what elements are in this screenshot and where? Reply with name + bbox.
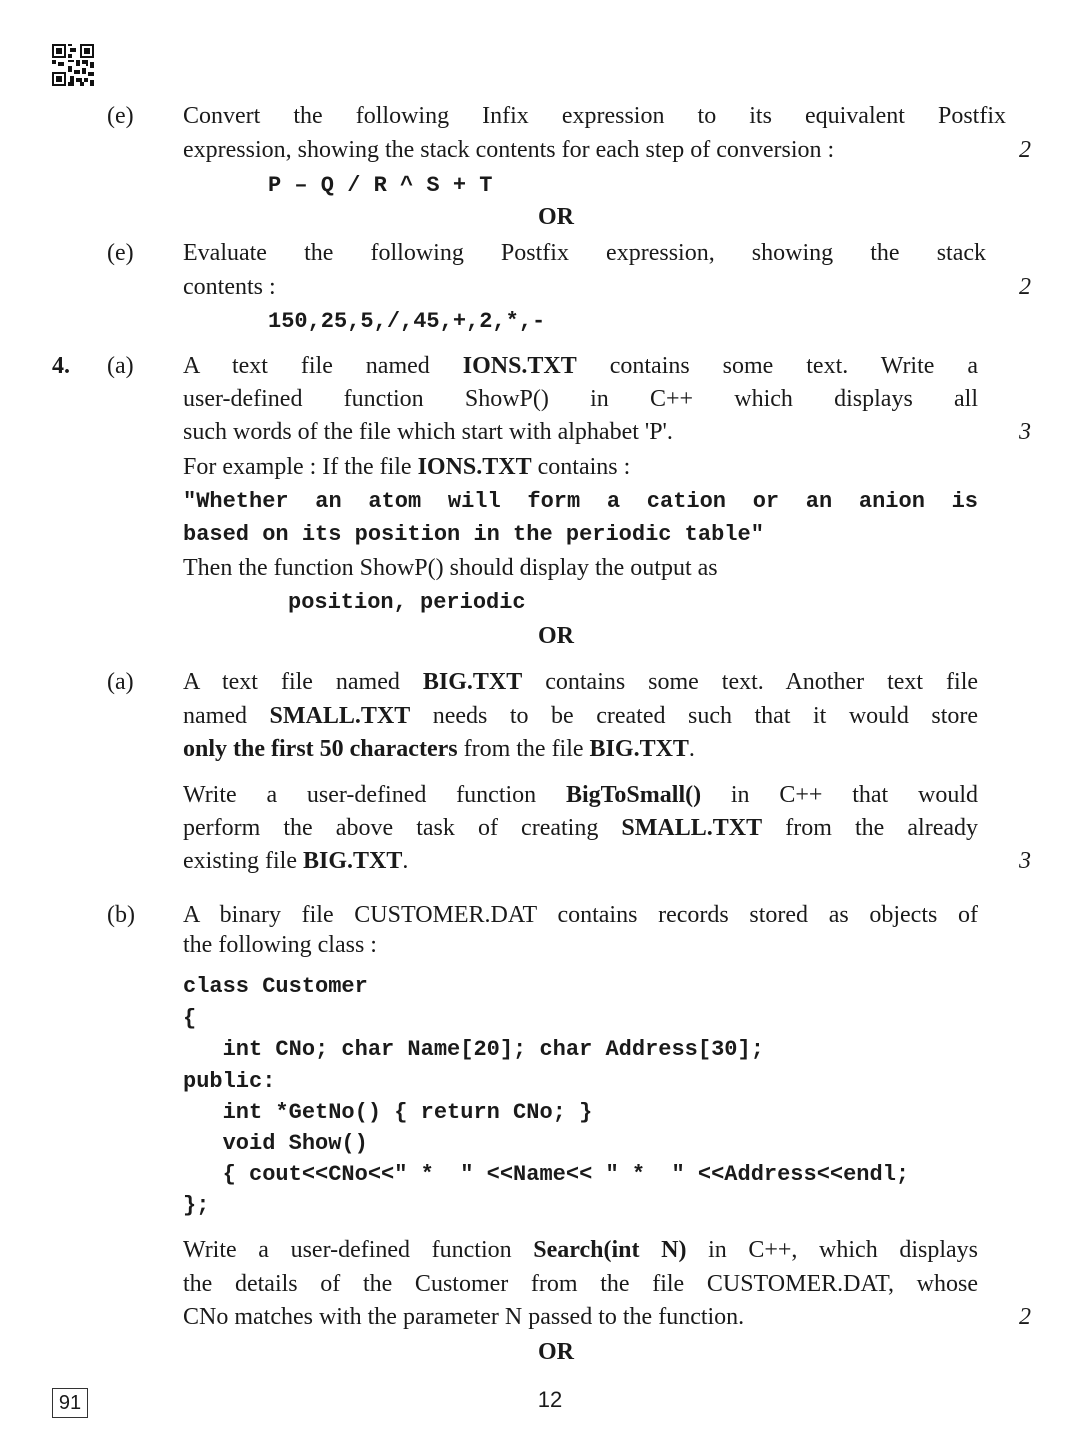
code-line: { cout<<CNo<<" * " <<Name<< " * " <<Address<<endl; (183, 1162, 910, 1187)
question-text-line: expression, showing the stack contents for each step of conversion : (183, 137, 835, 163)
page-number: 12 (537, 1387, 563, 1412)
question-text-line: only the first 50 characters from the file BIG.TXT. (183, 736, 695, 762)
question-label: (a) (107, 353, 134, 379)
question-label: (b) (107, 902, 135, 928)
question-text-line: Write a user-defined function Search(int N) in C++, which displays (183, 1237, 978, 1263)
question-text-line: perform the above task of creating SMALL.TXT from the already (183, 815, 978, 841)
question-text-line: the following class : (183, 932, 377, 958)
question-number: 4. (52, 353, 70, 379)
question-text-line: existing file BIG.TXT. (183, 848, 409, 874)
code-line: int *GetNo() { return CNo; } (183, 1100, 593, 1125)
code-line: public: (183, 1069, 276, 1094)
code-line: }; (183, 1193, 210, 1218)
question-text-line: named SMALL.TXT needs to be created such that it would store (183, 703, 979, 729)
example-quote-line: "Whether an atom will form a cation or an anion is (183, 489, 978, 514)
question-text-line: A binary file CUSTOMER.DAT contains records stored as objects of (183, 902, 978, 928)
qr-code-icon (52, 44, 94, 86)
postfix-expression: 150,25,5,/,45,+,2,*,- (268, 309, 546, 334)
question-text-line: A text file named BIG.TXT contains some text. Another text file (183, 669, 979, 695)
question-text-line: A text file named IONS.TXT contains some text. Write a (183, 353, 979, 379)
question-text-line: Write a user-defined function BigToSmall() in C++ that would (183, 782, 979, 808)
question-label: (e) (107, 240, 134, 266)
code-line: int CNo; char Name[20]; char Address[30]; (183, 1037, 764, 1062)
question-text-line: the details of the Customer from the file CUSTOMER.DAT, whose (183, 1271, 978, 1297)
question-text-line: such words of the file which start with alphabet 'P'. (183, 419, 673, 445)
expected-output: position, periodic (288, 590, 526, 615)
question-text-line: Convert the following Infix expression to its equivalent Postfix (183, 103, 1006, 129)
question-text-line: CNo matches with the parameter N passed to the function. (183, 1304, 745, 1330)
marks: 2 (1019, 1304, 1031, 1330)
marks: 3 (1019, 419, 1031, 445)
example-quote-line: based on its position in the periodic table" (183, 522, 764, 547)
code-line: { (183, 1006, 197, 1031)
marks: 2 (1019, 137, 1031, 163)
question-text-line: Then the function ShowP() should display the output as (183, 555, 718, 581)
code-line: void Show() (183, 1131, 368, 1156)
paper-code-box: 91 (52, 1388, 88, 1418)
code-line: class Customer (183, 974, 368, 999)
infix-expression: P – Q / R ^ S + T (268, 173, 493, 198)
question-text-line: Evaluate the following Postfix expression, showing the stack (183, 240, 986, 266)
or-separator: OR (538, 204, 574, 230)
question-text-line: user-defined function ShowP() in C++ which displays all (183, 386, 978, 412)
question-text-line: contents : (183, 274, 276, 300)
question-label: (a) (107, 669, 134, 695)
marks: 2 (1019, 274, 1031, 300)
question-label: (e) (107, 103, 134, 129)
example-line: For example : If the file IONS.TXT contains : (183, 454, 631, 480)
marks: 3 (1019, 848, 1031, 874)
or-separator: OR (538, 1339, 574, 1365)
or-separator: OR (538, 623, 574, 649)
